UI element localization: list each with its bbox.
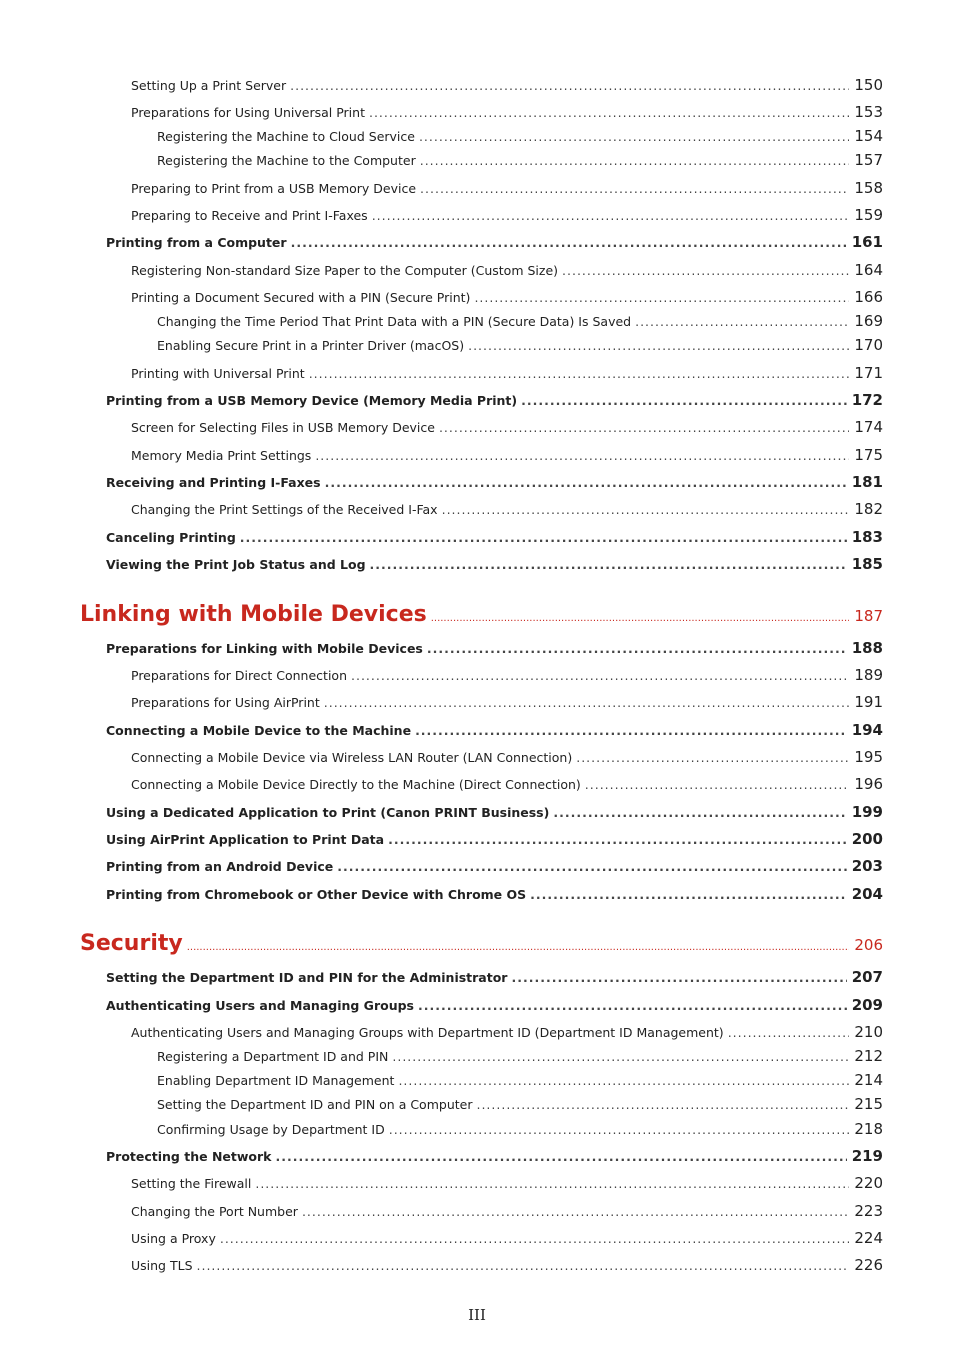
leader-dots [511,970,846,985]
toc-entry[interactable] [157,1071,883,1089]
leader-dots [635,314,849,329]
leader-dots [240,530,847,545]
toc-entry-title: Printing with Universal Print [131,366,305,381]
leader-dots [337,859,846,874]
leader-dots [585,777,850,792]
toc-entry-title: Screen for Selecting Files in USB Memory Device [131,420,435,435]
leader-dots [255,1176,849,1191]
chapter-title: Security [80,931,183,956]
leader-dots [187,942,850,953]
toc-entry-title: Canceling Printing [106,530,236,545]
leader-dots [521,393,847,408]
toc-entry-title: Using TLS [131,1258,193,1273]
toc-entry-page: 215 [854,1095,883,1113]
toc-entry[interactable] [131,179,883,197]
toc-entry-page: 183 [851,528,883,546]
toc-entry-page: 169 [854,312,883,330]
toc-entry[interactable] [157,151,883,169]
toc-entry-title: Preparing to Receive and Print I-Faxes [131,208,368,223]
toc-entry-page: 171 [854,364,883,382]
leader-dots [370,557,847,572]
toc-entry-page: 218 [854,1120,883,1138]
toc-entry-page: 154 [854,127,883,145]
toc-entry[interactable] [131,1202,883,1220]
toc-entry-page: 150 [854,76,883,94]
toc-entry-title: Setting the Department ID and PIN for the Administrator [106,970,508,985]
toc-entry[interactable] [106,857,883,875]
toc-entry-title: Printing a Document Secured with a PIN (Secure Print) [131,290,471,305]
toc-entry-title: Connecting a Mobile Device via Wireless LAN Router (LAN Connection) [131,750,573,765]
toc-entry-title: Registering Non-standard Size Paper to the Computer (Custom Size) [131,263,559,278]
leader-dots [398,1073,849,1088]
toc-entry[interactable] [106,996,883,1014]
toc-entry[interactable] [106,1147,883,1165]
toc-entry-page: 172 [851,391,883,409]
toc-entry-page: 188 [851,639,883,657]
chapter-page: 206 [854,936,883,954]
toc-entry[interactable] [106,830,883,848]
leader-dots [369,105,849,120]
toc-entry-page: 161 [851,233,883,251]
toc-entry-title: Connecting a Mobile Device Directly to the Machine (Direct Connection) [131,777,581,792]
toc-entry-page: 181 [851,473,883,491]
toc-entry-page: 158 [854,179,883,197]
toc-entry[interactable] [131,261,883,279]
toc-entry-title: Authenticating Users and Managing Groups [106,998,414,1013]
toc-entry[interactable] [131,748,883,766]
leader-dots [576,750,849,765]
toc-entry-title: Preparations for Using AirPrint [131,695,320,710]
toc-entry[interactable] [157,336,883,354]
toc-entry[interactable] [106,528,883,546]
toc-entry-title: Using a Proxy [131,1231,216,1246]
toc-entry-page: 182 [854,500,883,518]
toc-entry-page: 223 [854,1202,883,1220]
leader-dots [291,235,847,250]
toc-entry-title: Preparations for Using Universal Print [131,105,365,120]
toc-entry-page: 204 [851,885,883,903]
toc-entry[interactable] [131,500,883,518]
toc-entry[interactable] [106,391,883,409]
toc-entry[interactable] [157,1047,883,1065]
leader-dots [476,1097,849,1112]
toc-entry[interactable] [131,418,883,436]
toc-entry[interactable] [106,885,883,903]
toc-entry[interactable] [131,288,883,306]
toc-entry-title: Printing from a Computer [106,235,287,250]
leader-dots [392,1049,849,1064]
leader-dots [315,448,849,463]
toc-entry-page: 191 [854,693,883,711]
toc-entry[interactable] [106,473,883,491]
toc-entry-title: Printing from Chromebook or Other Device with Chrome OS [106,887,527,902]
chapter-title: Linking with Mobile Devices [80,602,427,627]
page-number: III [468,1306,486,1324]
toc-entry-title: Viewing the Print Job Status and Log [106,557,366,572]
toc-entry[interactable] [131,1023,883,1041]
toc-entry[interactable] [131,666,883,684]
toc-entry-title: Setting Up a Print Server [131,78,287,93]
toc-entry[interactable] [131,76,883,94]
toc-entry[interactable] [131,693,883,711]
toc-entry[interactable] [131,1174,883,1192]
toc-entry[interactable] [106,803,883,821]
leader-dots [419,129,849,144]
toc-entry-title: Changing the Port Number [131,1204,298,1219]
toc-entry[interactable] [106,555,883,573]
toc-entry[interactable] [131,206,883,224]
leader-dots [309,366,850,381]
toc-entry[interactable] [157,1120,883,1138]
toc-entry-title: Printing from a USB Memory Device (Memory Media Print) [106,393,518,408]
toc-entry-title: Setting the Firewall [131,1176,252,1191]
toc-entry-title: Enabling Department ID Management [157,1073,395,1088]
toc-entry-page: 220 [854,1174,883,1192]
leader-dots [325,475,847,490]
toc-entry-page: 210 [854,1023,883,1041]
leader-dots [302,1204,849,1219]
toc-entry-title: Registering a Department ID and PIN [157,1049,389,1064]
toc-entry-page: 199 [851,803,883,821]
leader-dots [427,641,847,656]
toc-entry[interactable] [131,103,883,121]
toc-entry-title: Changing the Print Settings of the Received I-Fax [131,502,438,517]
toc-entry-page: 214 [854,1071,883,1089]
toc-entry-page: 212 [854,1047,883,1065]
toc-entry[interactable] [157,127,883,145]
toc-entry-page: 175 [854,446,883,464]
toc-entry-page: 164 [854,261,883,279]
toc-entry[interactable] [106,639,883,657]
leader-dots [728,1025,850,1040]
leader-dots [420,181,849,196]
chapter-page: 187 [854,607,883,625]
toc-entry-title: Setting the Department ID and PIN on a Computer [157,1097,473,1112]
toc-entry[interactable] [131,446,883,464]
toc-entry[interactable] [131,775,883,793]
toc-entry[interactable] [131,1229,883,1247]
toc-entry-title: Changing the Time Period That Print Data with a PIN (Secure Data) Is Saved [157,314,632,329]
leader-dots [442,502,850,517]
toc-entry-page: 189 [854,666,883,684]
toc-entry[interactable] [106,721,883,739]
chapter-heading[interactable] [80,602,883,627]
leader-dots [388,832,847,847]
leader-dots [220,1231,850,1246]
toc-entry-title: Preparing to Print from a USB Memory Device [131,181,417,196]
toc-entry[interactable] [157,1095,883,1113]
toc-entry-title: Protecting the Network [106,1149,272,1164]
toc-entry-title: Authenticating Users and Managing Groups with Department ID (Department ID Management) [131,1025,724,1040]
toc-entry-title: Memory Media Print Settings [131,448,312,463]
toc-entry-title: Connecting a Mobile Device to the Machine [106,723,412,738]
leader-dots [197,1258,850,1273]
toc-entry-page: 226 [854,1256,883,1274]
toc-entry[interactable] [106,968,883,986]
leader-dots [290,78,849,93]
leader-dots [418,998,847,1013]
leader-dots [474,290,849,305]
chapter-heading[interactable] [80,931,883,956]
leader-dots [275,1149,846,1164]
toc-entry-page: 185 [851,555,883,573]
toc-entry-title: Enabling Secure Print in a Printer Driver (macOS) [157,338,465,353]
toc-entry[interactable] [106,233,883,251]
toc-entry-title: Preparations for Direct Connection [131,668,347,683]
leader-dots [439,420,849,435]
toc-entry-title: Using a Dedicated Application to Print (Canon PRINT Business) [106,805,550,820]
toc-entry-title: Preparations for Linking with Mobile Devices [106,641,423,656]
toc-entry-page: 157 [854,151,883,169]
toc-entry-page: 196 [854,775,883,793]
toc-entry-page: 170 [854,336,883,354]
leader-dots [389,1122,850,1137]
toc-entry-page: 224 [854,1229,883,1247]
toc-entry-page: 195 [854,748,883,766]
toc-entry-page: 203 [851,857,883,875]
leader-dots [372,208,850,223]
toc-entry-page: 159 [854,206,883,224]
toc-entry-page: 200 [851,830,883,848]
toc-entry-page: 153 [854,103,883,121]
leader-dots [415,723,847,738]
leader-dots [431,613,850,624]
toc-entry-title: Confirming Usage by Department ID [157,1122,385,1137]
leader-dots [530,887,847,902]
toc-entry-page: 166 [854,288,883,306]
toc-entry-page: 219 [851,1147,883,1165]
leader-dots [562,263,849,278]
leader-dots [468,338,849,353]
toc-entry-page: 209 [851,996,883,1014]
toc-entry[interactable] [131,364,883,382]
toc-entry-title: Using AirPrint Application to Print Data [106,832,385,847]
toc-entry-title: Registering the Machine to the Computer [157,153,416,168]
toc-entry-page: 194 [851,721,883,739]
toc-entry-title: Printing from an Android Device [106,859,334,874]
toc-entry-page: 174 [854,418,883,436]
toc-entry[interactable] [157,312,883,330]
toc-entry[interactable] [131,1256,883,1274]
toc-entry-title: Registering the Machine to Cloud Service [157,129,415,144]
leader-dots [324,695,850,710]
toc-entry-title: Receiving and Printing I-Faxes [106,475,321,490]
toc-entry-page: 207 [851,968,883,986]
leader-dots [420,153,850,168]
leader-dots [351,668,849,683]
leader-dots [553,805,846,820]
